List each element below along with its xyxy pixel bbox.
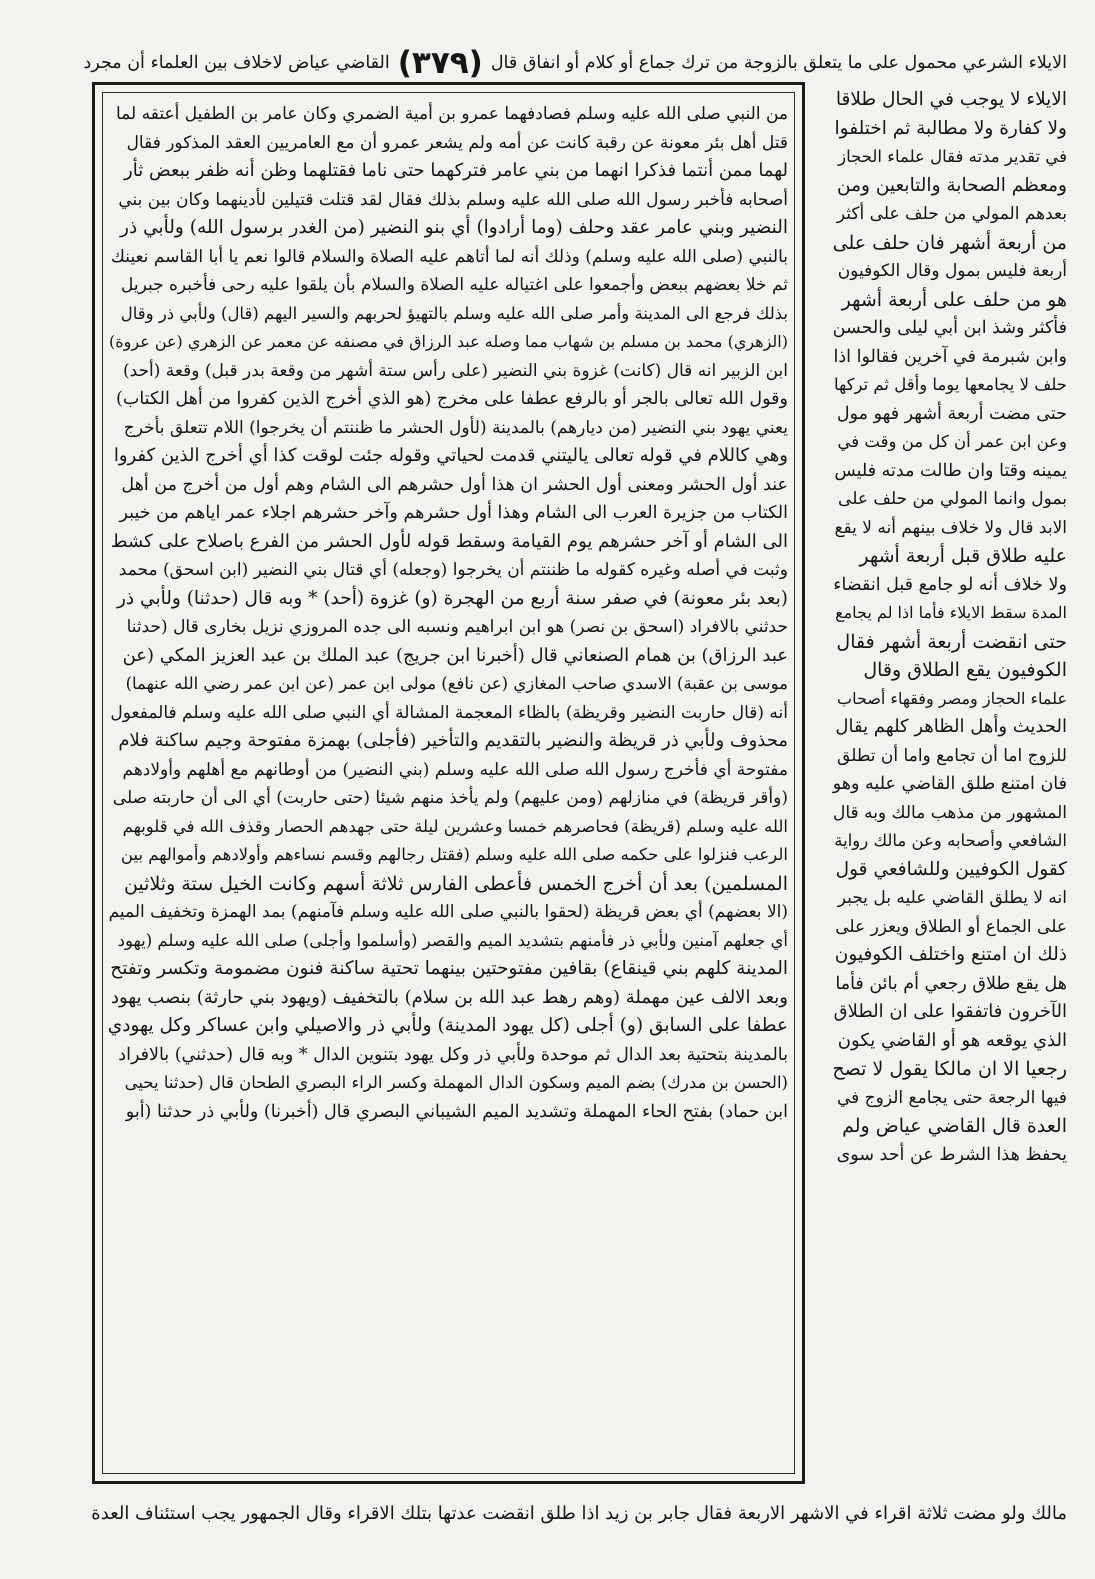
header-text-left: القاضي عياض لاخلاف بين العلماء أن مجرد bbox=[83, 53, 390, 73]
main-text-line: ابن حماد) بفتح الحاء المهملة وتشديد الميم الشيباني البصري قال (أخبرنا) ولأبي ذر حدثنا (أبو bbox=[125, 1101, 788, 1122]
margin-text-line: للزوج اما أن تجامع واما أن تطلق bbox=[837, 745, 1067, 766]
main-text-line: (بعد بئر معونة) في صفر سنة أربع من الهجرة (و) غزوة (أحد) * وبه قال (حدثنا) ولأبي ذر bbox=[116, 587, 788, 609]
main-text-line: لهما ممن أنتما فذكرا انهما من بني عامر فتركهما حتى ناما فقتلهما وظن أنه ظفر ببعض ثأر bbox=[124, 160, 788, 181]
margin-text-line: بمول وانما المولي من حلف على bbox=[838, 489, 1067, 509]
main-text-line: بالمدينة بتحتية بعد الدال ثم موحدة ولأبي ذر وكل يهود بتنوين الدال * وبه قال (حدثني) بالافراد bbox=[118, 1044, 788, 1065]
main-text-line: عند أول الحشر ومعنى أول الحشر ان هذا أول حشرهم الى الشام وهم أول من أخرج من أهل bbox=[121, 474, 788, 495]
header-text-right: الايلاء الشرعي محمول على ما يتعلق بالزوجة من ترك جماع أو كلام أو انفاق قال bbox=[490, 53, 1067, 73]
main-text-line: (الحسن بن مدرك) بضم الميم وسكون الدال المهملة وكسر الراء البصري الطحان قال (حدثنا يحيى bbox=[124, 1073, 788, 1092]
footer-line: مالك ولو مضت ثلاثة اقراء في الاشهر الاربعة فقال جابر بن زيد اذا طلق انقضت عدتها بتلك الاقراء وقال الجمهور يجب استئناف العدة bbox=[91, 1503, 1067, 1524]
margin-text-line: من أربعة أشهر فان حلف على bbox=[832, 231, 1067, 254]
main-text-line: موسى بن عقبة) الاسدي صاحب المغازي (عن نافع) مولى ابن عمر (عن ابن عمر رضي الله عنهما) bbox=[125, 674, 788, 693]
margin-text-line: على الجماع أو الطلاق ويعزر على bbox=[835, 916, 1067, 937]
main-text-line: (الا بعضهم) أي بعض قريظة (لحقوا بالنبي صلى الله عليه وسلم فآمنهم) بمد الهمزة وتخفيف الميم bbox=[108, 902, 788, 922]
margin-text-line: الابد قال ولا خلاف بينهم أنه لا يقع bbox=[834, 517, 1067, 538]
main-text-line: محذوف ولأبي ذر قريظة والنضير بالتقديم والتأخير (فأجلى) بهمزة مفتوحة وجيم ساكنة فلام bbox=[118, 730, 788, 751]
main-text-line: الكتاب من جزيرة العرب الى الشام وهذا أول حشرهم وآخر حشرهم اجلاء عمر اياهم من خيبر bbox=[119, 503, 788, 523]
margin-text-line: الايلاء لا يوجب في الحال طلاقا bbox=[835, 89, 1067, 110]
main-text-line: الى الشام أو آخر حشرهم يوم القيامة وسقط قوله لأول الحشر من الفرع باصلاح على كشط bbox=[110, 530, 788, 552]
header-line bbox=[80, 42, 1067, 84]
margin-text-line: ولا كفارة ولا مطالبة ثم اختلفوا bbox=[834, 117, 1067, 139]
margin-text-line: في تقدير مدته فقال علماء الحجاز bbox=[838, 147, 1067, 166]
margin-text-line: وابن شبرمة في آخرين فقالوا اذا bbox=[833, 346, 1067, 367]
main-text-line: عبد الرزاق) بن همام الصنعاني قال (أخبرنا ابن جريج) عبد الملك بن عبد العزيز المكي (عن bbox=[122, 644, 788, 666]
main-text-line: ثم خلا بعضهم ببعض وأجمعوا على اغتياله عليه الصلاة والسلام بأن يلقوا عليه رحى فأخبره جبريل bbox=[120, 275, 788, 295]
main-text-line: المسلمين) بعد أن أخرج الخمس فأعطى الفارس ثلاثة أسهم وكانت الخيل ستة وثلاثين bbox=[123, 872, 788, 895]
margin-text-line: حلف لا يجامعها يوما وأقل ثم تركها bbox=[834, 375, 1067, 394]
main-text-line: بالنبي (صلى الله عليه وسلم) وذلك أنه لما أتاهم عليه الصلاة والسلام قالوا نعم يا أبا القاسم نعينك bbox=[110, 246, 788, 267]
margin-text-line: عليه طلاق قبل أربعة أشهر bbox=[859, 545, 1067, 567]
main-text-line: وثبت في أصله وغيره كقوله ما ظننتم أن يخرجوا (وجعله) أي قتال بني النضير (ابن اسحق) محمد bbox=[118, 560, 788, 580]
main-text-line: وهي كاللام في قوله تعالى ياليتني قدمت لحياتي وقوله جئت لوقت كذا أي أخرج الذين كفروا bbox=[113, 445, 788, 466]
main-text-line: الله عليه وسلم (قريظة) فحاصرهم خمسا وعشرين ليلة حتى جهدهم الحصار وقذف الله في قلوبهم bbox=[122, 816, 788, 836]
main-text-line: (وأقر قريظة) في منازلهم (ومن عليهم) ولم يأخذ منهم شيئا (حتى حاربت) أي الى أن حاربته صلى bbox=[112, 788, 788, 808]
margin-text-line: ولا خلاف أنه لو جامع قبل انقضاء bbox=[833, 574, 1067, 595]
margin-text-line: المشهور من مذهب مالك وبه قال bbox=[833, 802, 1067, 823]
main-text-line: (الزهري) محمد بن مسلم بن شهاب مما وصله عبد الرزاق في مصنفه عن معمر عن الزهري (عن عروة) bbox=[109, 332, 788, 351]
main-text-line: ابن الزبير انه قال (كانت) غزوة بني النضير (على رأس ستة أشهر من وقعة بدر قبل) وقعة (أحد) bbox=[122, 360, 788, 381]
margin-text-line: انه لا يطلق القاضي عليه بل يجبر bbox=[837, 888, 1067, 908]
margin-text-line: فأكثر وشذ ابن أبي ليلى والحسن bbox=[832, 318, 1067, 338]
main-text-line: الرعب فنزلوا على حكمه صلى الله عليه وسلم (فقتل رجالهم وقسم نساءهم وأولادهم وأموالهم بين bbox=[120, 845, 788, 864]
margin-text-line: بعدهم المولي من حلف على أكثر bbox=[836, 204, 1067, 224]
main-text-line: من النبي صلى الله عليه وسلم فصادفهما عمرو بن أمية الضمري وكان عامر بن الطفيل أعتقه لما bbox=[116, 104, 788, 124]
main-text-column bbox=[108, 100, 788, 1468]
margin-text-line: المدة سقط الايلاء فأما اذا لم يجامع bbox=[835, 603, 1067, 622]
margin-text-line: فيها الرجعة حتى يجامع الزوج في bbox=[836, 1087, 1067, 1108]
margin-text-line: يحفظ هذا الشرط عن أحد سوى bbox=[836, 1144, 1067, 1165]
margin-text-line: الكوفيون يقع الطلاق وقال bbox=[863, 659, 1067, 681]
main-text-line: المدينة كلهم بني قينقاع) بقافين مفتوحتين بينهما تحتية ساكنة فنون مضمومة وتكسر وتفتح bbox=[110, 958, 788, 979]
margin-text-line: رجعيا الا ان مالكا يقول لا تصح bbox=[832, 1058, 1067, 1080]
main-text-line: عطفا على السابق (و) أجلى (كل يهود المدينة) ولأبي ذر والاصيلي وابن عساكر وكل يهودي bbox=[108, 1015, 788, 1036]
main-text-line: أي جعلهم آمنين ولأبي ذر فأمنهم بتشديد الميم والقصر (وأسلموا وأجلى) صلى الله عليه وسلم (يهود bbox=[117, 930, 788, 950]
margin-text-line: يمينه وقتا وان طالت مدته فليس bbox=[834, 460, 1067, 481]
margin-text-line: هل يقع طلاق رجعي أم بائن فأما bbox=[835, 973, 1067, 994]
main-text-line: أصحابه فأخبر رسول الله صلى الله عليه وسلم بذلك فقال لقد قتلت قتيلين لأدينهما وكان بين بني bbox=[118, 189, 788, 210]
margin-text-line: الشافعي وأصحابه وعن مالك رواية bbox=[834, 831, 1067, 850]
margin-text-line: العدة قال القاضي عياض ولم bbox=[842, 1115, 1067, 1137]
main-text-line: النضير وبني عامر عقد وحلف (وما أرادوا) أي بنو النضير (من الغدر برسول الله) ولأبي ذر bbox=[120, 217, 788, 238]
main-text-line: بذلك فرجع الى المدينة وأمر صلى الله عليه وسلم بالتهيؤ لحربهم والسير اليهم (قال) ولأبي ذر وقال bbox=[120, 303, 788, 323]
margin-text-line: علماء الحجاز ومصر وفقهاء أصحاب bbox=[837, 688, 1067, 708]
margin-text-line: فان امتنع طلق القاضي عليه وهو bbox=[832, 774, 1067, 794]
main-text-line: أنه (قال حاربت النضير وقريظة) بالظاء المعجمة المشالة أي النبي صلى الله عليه وسلم فالمفعول bbox=[110, 702, 788, 723]
margin-text-line: حتى مضت أربعة أشهر فهو مول bbox=[836, 403, 1067, 424]
main-text-line: وبعد الالف عين مهملة (وهم رهط عبد الله بن سلام) بالتخفيف (ويهود بني حارثة) بنصب يهود bbox=[110, 986, 788, 1008]
margin-text-line: حتى انقضت أربعة أشهر فقال bbox=[836, 630, 1067, 653]
main-text-line: مفتوحة أي فأخرج رسول الله صلى الله عليه وسلم (بني النضير) من أوطانهم مع أهلهم وأولادهم bbox=[122, 759, 788, 780]
margin-text-line: الآخرون فاتفقوا على ان الطلاق bbox=[833, 1001, 1067, 1022]
main-text-line: حدثني بالافراد (اسحق بن نصر) هو ابن ابراهيم ونسبه الى جده المروزي نزيل بخارى قال (حدثنا bbox=[126, 617, 788, 637]
margin-text-line: كقول الكوفيين وللشافعي قول bbox=[835, 858, 1067, 880]
margin-text-line: الحديث وأهل الظاهر كلهم يقال bbox=[835, 716, 1067, 737]
margin-text-line: ومعظم الصحابة والتابعين ومن bbox=[837, 174, 1067, 196]
margin-commentary-column bbox=[832, 86, 1067, 1479]
main-text-line: قتل أهل بئر معونة عن رقبة كانت عن أمه ولم يشعر عمرو أن مع العامريين العقد المذكور فقال bbox=[126, 132, 788, 153]
margin-text-line: وعن ابن عمر أن كل من وقت في bbox=[837, 432, 1067, 451]
margin-text-line: أربعة فليس بمول وقال الكوفيون bbox=[837, 261, 1067, 281]
main-text-line: وقول الله تعالى بالجر أو بالرفع عطفا على مخرج (هو الذي أخرج الذين كفروا من أهل الكتاب) bbox=[116, 389, 788, 409]
page-number: (٣٧٩) bbox=[397, 45, 483, 81]
main-text-line: يعني يهود بني النضير (من ديارهم) بالمدينة (لأول الحشر ما ظننتم أن يخرجوا) اللام تتعلق بأخرج bbox=[123, 417, 788, 438]
margin-text-line: ذلك ان امتنع واختلف الكوفيون bbox=[834, 944, 1067, 965]
margin-text-line: هو من حلف على أربعة أشهر bbox=[841, 288, 1067, 311]
margin-text-line: الذي يوقعه هو أو القاضي يكون bbox=[837, 1029, 1067, 1051]
